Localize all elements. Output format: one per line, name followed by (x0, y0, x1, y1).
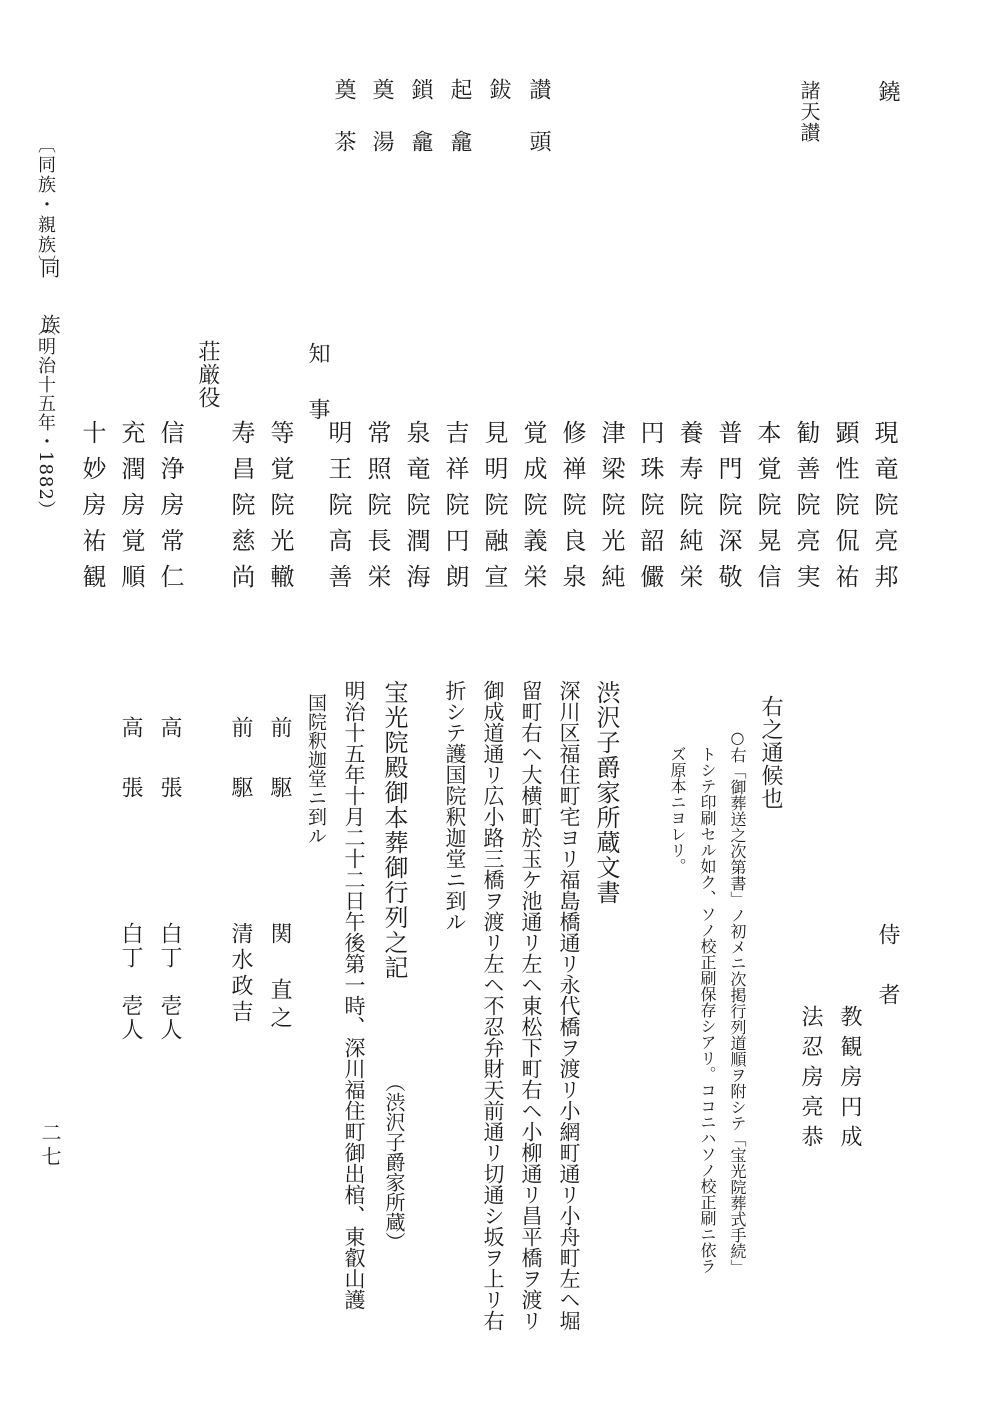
note-line-1: ○右「御葬送之次第書」ノ初メニ次掲行列道順ヲ附シテ「宝光院葬式手続」 (728, 728, 747, 1275)
document3-source: （渋沢子爵家所蔵） (382, 1072, 406, 1252)
jisha-label: 侍 者 (875, 923, 900, 1013)
document2-body-line: 深川区福住町宅ヨリ福島橋通リ永代橋ヲ渡リ小網町通リ小舟町左ヘ堀 (557, 680, 581, 1331)
monk-name: 吉祥院円朗 (441, 420, 469, 600)
procession-name: 清水政吉 (228, 922, 253, 1026)
document2-title: 渋沢子爵家所蔵文書 (592, 680, 620, 905)
monk-name: 見明院融宣 (480, 420, 508, 600)
monk-name: 養寿院純栄 (675, 420, 703, 600)
ceremony-item-hatsu: 鈸 (486, 78, 511, 100)
ceremony-item-shoten-san: 諸天讃 (797, 80, 821, 143)
closing-line: 右之通候也 (758, 695, 783, 810)
monk-name: 覚成院義栄 (519, 420, 547, 600)
ceremony-item-tento: 奠 湯 (369, 78, 394, 156)
page-number: 二七 (38, 1122, 62, 1170)
shogon-name: 充潤房覚順 (117, 420, 145, 600)
monk-name: 本覚院晃信 (753, 420, 781, 600)
jisha-name: 教観房円成 (837, 1005, 862, 1155)
running-head-subsection: 同 族 (37, 258, 61, 342)
procession-name: 関 直之 (267, 922, 292, 1034)
running-head-section: 〔同族・親族〕 (35, 135, 56, 275)
document2-body-line: 御成道通リ広小路三橋ヲ渡リ左ヘ不忍弁財天前通リ切通シ坂ヲ上リ右 (481, 680, 505, 1331)
shogon-name: 十妙房祐観 (78, 420, 106, 600)
shogon-label: 荘厳役 (195, 340, 220, 409)
ceremony-item-tencha: 奠 茶 (331, 78, 356, 156)
procession-name: 白丁 壱人 (157, 922, 182, 1042)
shogon-name: 信浄房常仁 (156, 420, 184, 600)
document2-body-line: 留町右ヘ大横町於玉ケ池通リ左ヘ東松下町右ヘ小柳通リ昌平橋ヲ渡リ (519, 680, 543, 1331)
note-line-2: トシテ印刷セル如ク、ソノ校正刷保存シアリ。ココニハソノ校正刷ニ依ラ (698, 746, 717, 1274)
monk-name: 泉竜院潤海 (402, 420, 430, 600)
ceremony-item-nyo: 鐃 (875, 80, 900, 102)
monk-name: 勧善院亮実 (792, 420, 820, 600)
procession-role: 前 駆 (267, 716, 292, 806)
monk-name: 常照院長栄 (363, 420, 391, 600)
document3-body-line: 明治十五年十月二十二日午後第一時、深川福住町御出棺、東叡山護 (342, 680, 366, 1310)
monk-name: 現竜院亮邦 (870, 420, 898, 600)
chiji-name: 等覚院光轍 (266, 420, 294, 600)
monk-name: 顕性院侃祐 (831, 420, 859, 600)
running-head-era: （明治十五年・1882） (35, 318, 56, 520)
note-line-3: ズ原本ニヨレリ。 (668, 746, 687, 874)
monk-name: 修禅院良泉 (558, 420, 586, 600)
procession-role: 前 駆 (228, 716, 253, 806)
document3-body-line: 国院釈迦堂ニ到ル (305, 693, 327, 845)
document2-body-line: 折シテ護国院釈迦堂ニ到ル (443, 680, 467, 932)
monk-name: 円珠院韶儼 (636, 420, 664, 600)
monk-name: 津梁院光純 (597, 420, 625, 600)
procession-role: 高 張 (157, 716, 182, 806)
jisha-name: 法忍房亮恭 (798, 1005, 823, 1155)
ceremony-item-kigan: 起 龕 (447, 78, 472, 156)
monk-name: 明王院高善 (324, 420, 352, 600)
procession-role: 高 張 (118, 716, 143, 806)
chiji-label: 知 事 (305, 342, 330, 426)
ceremony-item-san-to: 讃 頭 (526, 78, 551, 156)
monk-name: 普門院深敬 (714, 420, 742, 600)
procession-name: 白丁 壱人 (118, 922, 143, 1042)
document3-title: 宝光院殿御本葬御行列之記 (380, 680, 408, 980)
ceremony-item-sagan: 鎖 龕 (408, 78, 433, 156)
chiji-name: 寿昌院慈尚 (227, 420, 255, 600)
